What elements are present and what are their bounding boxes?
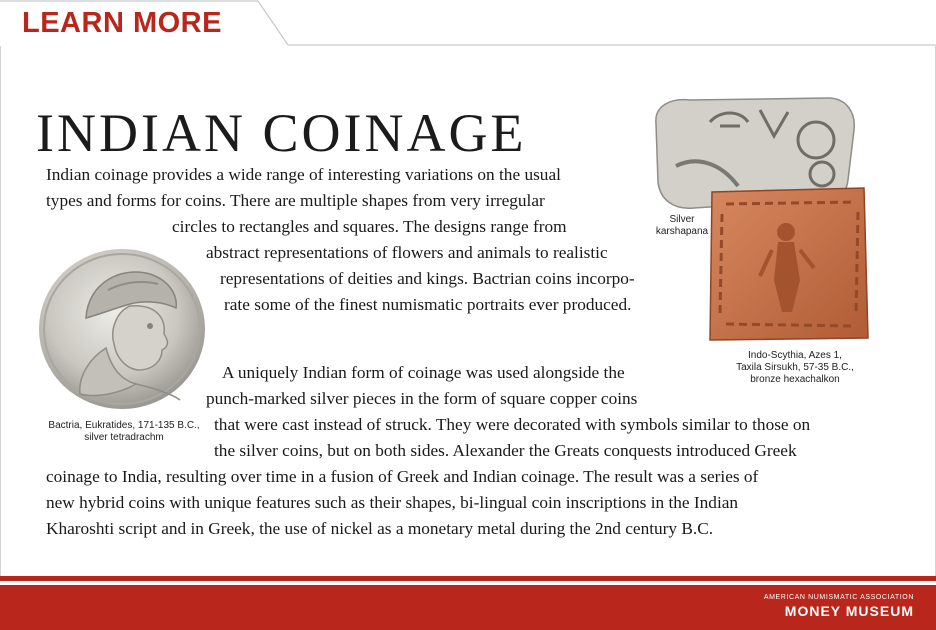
text-line: abstract representations of flowers and animals to realistic <box>206 243 608 262</box>
text-line: the silver coins, but on both sides. Alexander the Greats conquests introduced Greek <box>214 441 797 460</box>
caption-line: silver tetradrachm <box>84 432 164 443</box>
text-line: representations of deities and kings. Bactrian coins incorpo- <box>220 269 635 288</box>
portrait-caption <box>40 420 208 444</box>
bactrian-tetradrachm-image <box>38 248 206 410</box>
page-title: INDIAN COINAGE <box>36 103 527 164</box>
caption-line: Bactria, Eukratides, 171-135 B.C., <box>48 420 200 431</box>
left-frame-rule <box>0 46 1 576</box>
text-line: new hybrid coins with unique features such as their shapes, bi-lingual coin inscriptions in the Indian <box>46 493 739 512</box>
footer-museum-logo: MONEY MUSEUM <box>784 603 914 619</box>
text-line: rate some of the finest numismatic portraits ever produced. <box>224 295 632 314</box>
learn-more-label: LEARN MORE <box>22 7 222 39</box>
caption-line: Taxila Sirsukh, 57-35 B.C., <box>736 362 854 373</box>
caption-line: karshapana <box>655 226 709 237</box>
text-line: circles to rectangles and squares. The designs range from <box>172 217 567 236</box>
hexachalkon-caption <box>720 350 870 386</box>
footer-org-name: AMERICAN NUMISMATIC ASSOCIATION <box>763 594 914 601</box>
karshapana-caption <box>650 214 714 238</box>
caption-line: bronze hexachalkon <box>750 374 840 385</box>
caption-line: Indo-Scythia, Azes 1, <box>748 350 842 361</box>
caption-line: Silver <box>669 214 695 225</box>
text-line: Indian coinage provides a wide range of interesting variations on the usual <box>46 165 561 184</box>
text-line: A uniquely Indian form of coinage was used alongside the <box>222 363 625 382</box>
text-line: types and forms for coins. There are multiple shapes from very irregular <box>46 191 545 210</box>
text-line: Kharoshti script and in Greek, the use of nickel as a monetary metal during the 2nd century B.C. <box>46 519 714 538</box>
text-line: that were cast instead of struck. They were decorated with symbols similar to those on <box>214 415 811 434</box>
footer-stripe <box>0 576 936 581</box>
text-line: punch-marked silver pieces in the form of square copper coins <box>206 389 638 408</box>
text-line: coinage to India, resulting over time in a fusion of Greek and Indian coinage. The result was a series of <box>46 467 759 486</box>
bronze-hexachalkon-image <box>706 184 871 344</box>
header-band <box>0 0 936 46</box>
